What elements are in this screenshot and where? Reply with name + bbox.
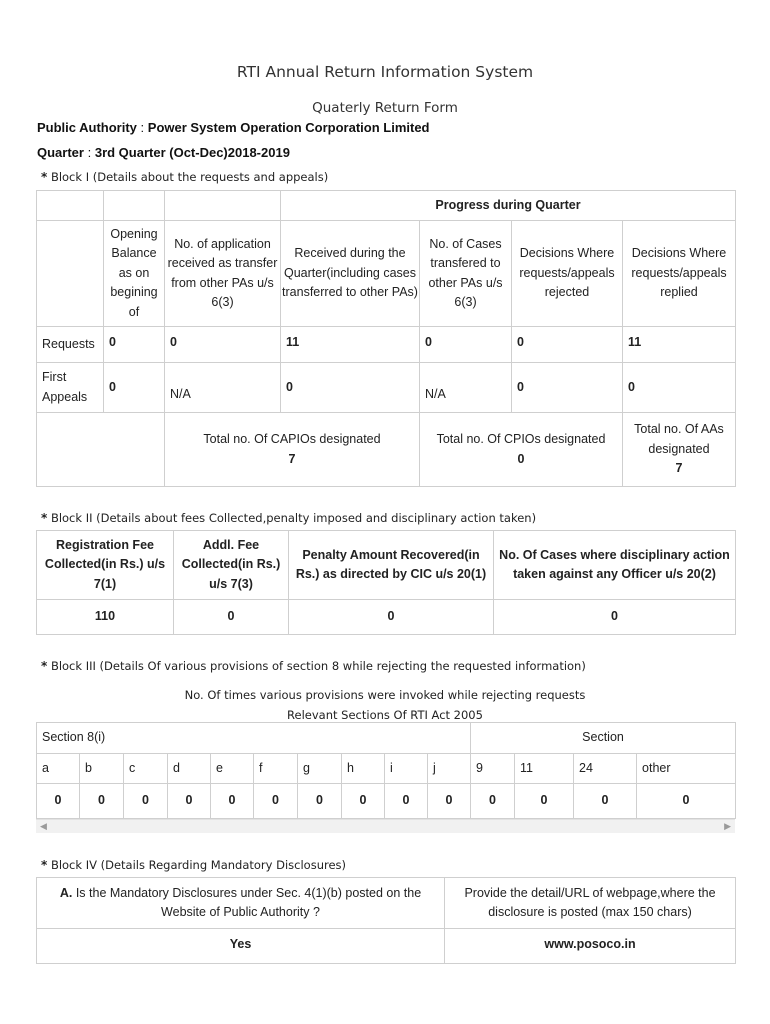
value-other: 0 <box>637 784 736 819</box>
value-b: 0 <box>80 784 124 819</box>
block2-label-text: Block II (Details about fees Collected,penalty imposed and disciplinary action taken) <box>50 511 537 525</box>
col-disciplinary-cases: No. Of Cases where disciplinary action taken against any Officer u/s 20(2) <box>494 531 736 600</box>
appeals-rejected: 0 <box>512 363 623 413</box>
progress-header: Progress during Quarter <box>281 191 736 221</box>
value-c: 0 <box>124 784 168 819</box>
appeals-replied: 0 <box>623 363 736 413</box>
disciplinary-cases-value: 0 <box>494 600 736 635</box>
quarter-value: 3rd Quarter (Oct-Dec)2018-2019 <box>94 145 290 160</box>
total-capios <box>165 413 420 487</box>
public-authority-value: Power System Operation Corporation Limited <box>147 120 430 135</box>
block4-label-text: Block IV (Details Regarding Mandatory Disclosures) <box>50 858 347 872</box>
disclosure-detail-header: Provide the detail/URL of webpage,where the disclosure is posted (max 150 chars) <box>445 878 736 929</box>
block2-table <box>36 530 736 635</box>
block3-values-row <box>37 784 736 819</box>
value-j: 0 <box>428 784 471 819</box>
horizontal-scrollbar[interactable] <box>36 819 735 833</box>
value-9: 0 <box>471 784 515 819</box>
subsection-11: 11 <box>515 754 574 784</box>
total-cpios <box>420 413 623 487</box>
public-authority <box>37 120 430 135</box>
block4-label <box>41 858 346 872</box>
block2-header-row <box>37 531 736 600</box>
value-f: 0 <box>254 784 298 819</box>
appeals-received: 0 <box>281 363 420 413</box>
block2-values-row <box>37 600 736 635</box>
subsection-h: h <box>342 754 385 784</box>
block3-section-row <box>37 723 736 754</box>
block1-empty-cell <box>37 221 104 327</box>
col-penalty-amount: Penalty Amount Recovered(in Rs.) as directed by CIC u/s 20(1) <box>289 531 494 600</box>
subsection-c: c <box>124 754 168 784</box>
block3-star: * <box>41 659 48 673</box>
value-h: 0 <box>342 784 385 819</box>
block1-empty-cell <box>165 191 281 221</box>
block1-empty-cell <box>104 191 165 221</box>
appeals-opening: 0 <box>104 363 165 413</box>
totals-row <box>37 413 736 487</box>
registration-fee-value: 110 <box>37 600 174 635</box>
appeals-transfer-received: N/A <box>165 363 281 413</box>
block3-table <box>36 722 736 819</box>
block1-columns-row <box>37 221 736 327</box>
disclosure-question <box>37 878 445 929</box>
requests-opening: 0 <box>104 327 165 363</box>
subsection-a: a <box>37 754 80 784</box>
block1-empty-cell <box>37 191 104 221</box>
disclosure-url: www.posoco.in <box>445 929 736 964</box>
block4-star: * <box>41 858 48 872</box>
total-capios-value: 7 <box>288 451 296 466</box>
block3-note-sections: Relevant Sections Of RTI Act 2005 <box>287 708 483 722</box>
requests-received: 11 <box>281 327 420 363</box>
requests-transfer-received: 0 <box>165 327 281 363</box>
total-capios-label: Total no. Of CAPIOs designated <box>203 432 381 446</box>
col-received-quarter: Received during the Quarter(including cases transferred to other PAs) <box>281 221 420 327</box>
block1-star: * <box>41 170 48 184</box>
block1-empty-cell <box>37 413 165 487</box>
section-8i-header: Section 8(i) <box>37 723 471 754</box>
value-d: 0 <box>168 784 211 819</box>
subsection-f: f <box>254 754 298 784</box>
block1-header-row <box>37 191 736 221</box>
col-rejected: Decisions Where requests/appeals rejected <box>512 221 623 327</box>
total-cpios-value: 0 <box>517 451 525 466</box>
appeals-transferred: N/A <box>420 363 512 413</box>
subsection-b: b <box>80 754 124 784</box>
quarter-separator: : <box>87 145 92 160</box>
quarter <box>37 145 290 160</box>
block4-table <box>36 877 736 964</box>
public-authority-separator: : <box>140 120 145 135</box>
block2-star: * <box>41 511 48 525</box>
subsection-g: g <box>298 754 342 784</box>
public-authority-label: Public Authority <box>37 120 137 135</box>
col-replied: Decisions Where requests/appeals replied <box>623 221 736 327</box>
scroll-left-icon[interactable]: ◀ <box>40 821 47 831</box>
value-e: 0 <box>211 784 254 819</box>
value-i: 0 <box>385 784 428 819</box>
col-transfer-received: No. of application received as transfer from other PAs u/s 6(3) <box>165 221 281 327</box>
subsection-j: j <box>428 754 471 784</box>
subsection-9: 9 <box>471 754 515 784</box>
col-registration-fee: Registration Fee Collected(in Rs.) u/s 7(1) <box>37 531 174 600</box>
requests-replied: 11 <box>623 327 736 363</box>
form-title: Quaterly Return Form <box>312 100 458 116</box>
block4-values-row <box>37 929 736 964</box>
col-opening-balance: Opening Balance as on begining of <box>104 221 165 327</box>
col-transferred-cases: No. of Cases transfered to other PAs u/s 6(3) <box>420 221 512 327</box>
block1-table <box>36 190 736 487</box>
subsection-d: d <box>168 754 211 784</box>
disclosure-answer: Yes <box>37 929 445 964</box>
block3-subsection-row <box>37 754 736 784</box>
value-a: 0 <box>37 784 80 819</box>
requests-row <box>37 327 736 363</box>
value-11: 0 <box>515 784 574 819</box>
row-label-first-appeals: First Appeals <box>37 363 104 413</box>
block2-label <box>41 511 536 525</box>
subsection-24: 24 <box>574 754 637 784</box>
subsection-i: i <box>385 754 428 784</box>
total-aas-value: 7 <box>675 461 683 476</box>
total-aas-label: Total no. Of AAs designated <box>634 422 724 456</box>
block1-label-text: Block I (Details about the requests and appeals) <box>50 170 329 184</box>
requests-transferred: 0 <box>420 327 512 363</box>
subsection-e: e <box>211 754 254 784</box>
total-cpios-label: Total no. Of CPIOs designated <box>436 432 606 446</box>
block3-label-text: Block III (Details Of various provisions of section 8 while rejecting the requested information) <box>50 659 586 673</box>
total-aas <box>623 413 736 487</box>
block3-label <box>41 659 586 673</box>
block3-note-provisions: No. Of times various provisions were invoked while rejecting requests <box>184 688 586 702</box>
quarter-label: Quarter <box>37 145 84 160</box>
section-header: Section <box>471 723 736 754</box>
scroll-right-icon[interactable]: ▶ <box>724 821 731 831</box>
subsection-other: other <box>637 754 736 784</box>
appeals-row <box>37 363 736 413</box>
addl-fee-value: 0 <box>174 600 289 635</box>
penalty-amount-value: 0 <box>289 600 494 635</box>
page-title: RTI Annual Return Information System <box>236 63 534 81</box>
block4-header-row <box>37 878 736 929</box>
value-24: 0 <box>574 784 637 819</box>
col-addl-fee: Addl. Fee Collected(in Rs.) u/s 7(3) <box>174 531 289 600</box>
row-label-requests: Requests <box>37 327 104 363</box>
question-text: Is the Mandatory Disclosures under Sec. 4(1)(b) posted on the Website of Public Authority ? <box>75 885 422 919</box>
value-g: 0 <box>298 784 342 819</box>
block1-label <box>41 170 328 184</box>
requests-rejected: 0 <box>512 327 623 363</box>
question-prefix: A. <box>59 885 73 900</box>
